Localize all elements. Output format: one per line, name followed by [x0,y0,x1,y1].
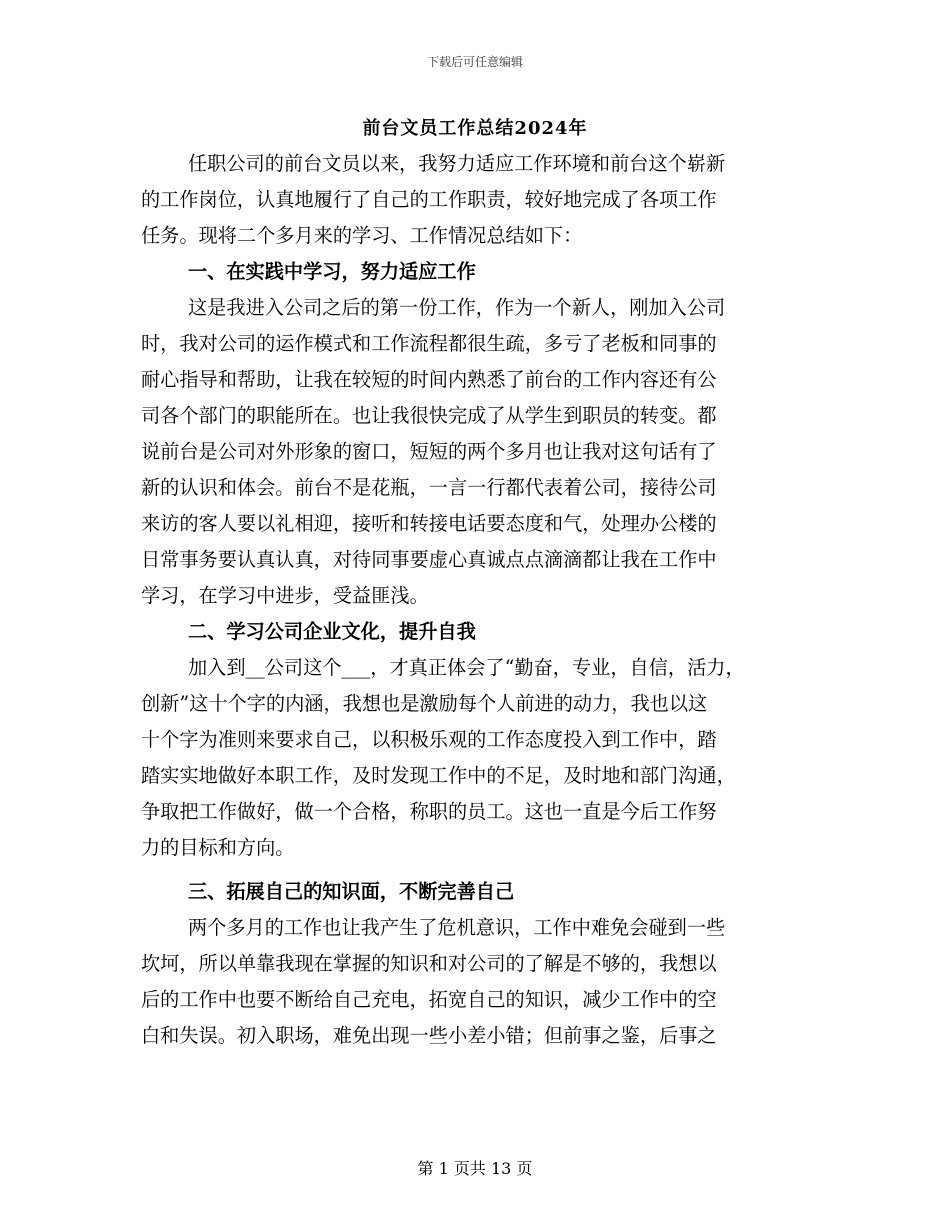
document-body [141,146,821,1054]
paragraph-line: 学习，在学习中进步，受益匪浅。 [141,584,429,607]
paragraph-line: 司各个部门的职能所在。也让我很快完成了从学生到职员的转变。都 [141,404,717,427]
paragraph-line: 创新”这十个字的内涵，我想也是激励每个人前进的动力，我也以这 [141,692,708,715]
paragraph-line: 两个多月的工作也让我产生了危机意识，工作中难免会碰到一些 [188,916,726,939]
paragraph-line: 力的目标和方向。 [141,836,295,859]
section-gap [141,866,821,874]
paragraph-line: 说前台是公司对外形象的窗口，短短的两个多月也让我对这句话有了 [141,440,717,463]
paragraph-line: 后的工作中也要不断给自己充电，拓宽自己的知识，减少工作中的空 [141,988,717,1011]
paragraph-line: 时，我对公司的运作模式和工作流程都很生疏，多亏了老板和同事的 [141,332,717,355]
paragraph-line: 日常事务要认真认真，对待同事要虚心真诚点点滴滴都让我在工作中 [141,548,717,571]
paragraph-line: 任职公司的前台文员以来，我努力适应工作环境和前台这个崭新 [188,152,726,175]
paragraph-line: 来访的客人要以礼相迎，接听和转接电话要态度和气，处理办公楼的 [141,512,717,535]
paragraph-line: 白和失误。初入职场，难免出现一些小差小错；但前事之鉴，后事之 [141,1024,717,1047]
paragraph-line: 争取把工作做好，做一个合格，称职的员工。这也一直是今后工作努 [141,800,717,823]
header-note: 下载后可任意编辑 [426,55,523,69]
paragraph-line: 坎坷，所以单靠我现在掌握的知识和对公司的了解是不够的，我想以 [141,952,717,975]
paragraph-line: 的工作岗位，认真地履行了自己的工作职责，较好地完成了各项工作 [141,188,717,211]
paragraph-line: 这是我进入公司之后的第一份工作，作为一个新人，刚加入公司 [188,296,726,319]
section-heading: 三、拓展自己的知识面，不断完善自己 [188,880,515,903]
page-footer: 第 1 页共 13 页 [417,1159,533,1178]
section-heading: 一、在实践中学习，努力适应工作 [188,260,476,283]
paragraph-line: 加入到__公司这个___，才真正体会了“勤奋，专业，自信，活力， [188,656,745,679]
paragraph-line: 新的认识和体会。前台不是花瓶，一言一行都代表着公司，接待公司 [141,476,717,499]
section-heading: 二、学习公司企业文化，提升自我 [188,620,476,643]
document-title: 前台文员工作总结2024年 [362,118,588,139]
paragraph-line: 踏实实地做好本职工作，及时发现工作中的不足，及时地和部门沟通， [141,764,736,787]
paragraph-line: 耐心指导和帮助，让我在较短的时间内熟悉了前台的工作内容还有公 [141,368,717,391]
paragraph-line: 十个字为准则来要求自己，以积极乐观的工作态度投入到工作中，踏 [141,728,717,751]
paragraph-line: 任务。现将二个多月来的学习、工作情况总结如下： [141,224,583,247]
